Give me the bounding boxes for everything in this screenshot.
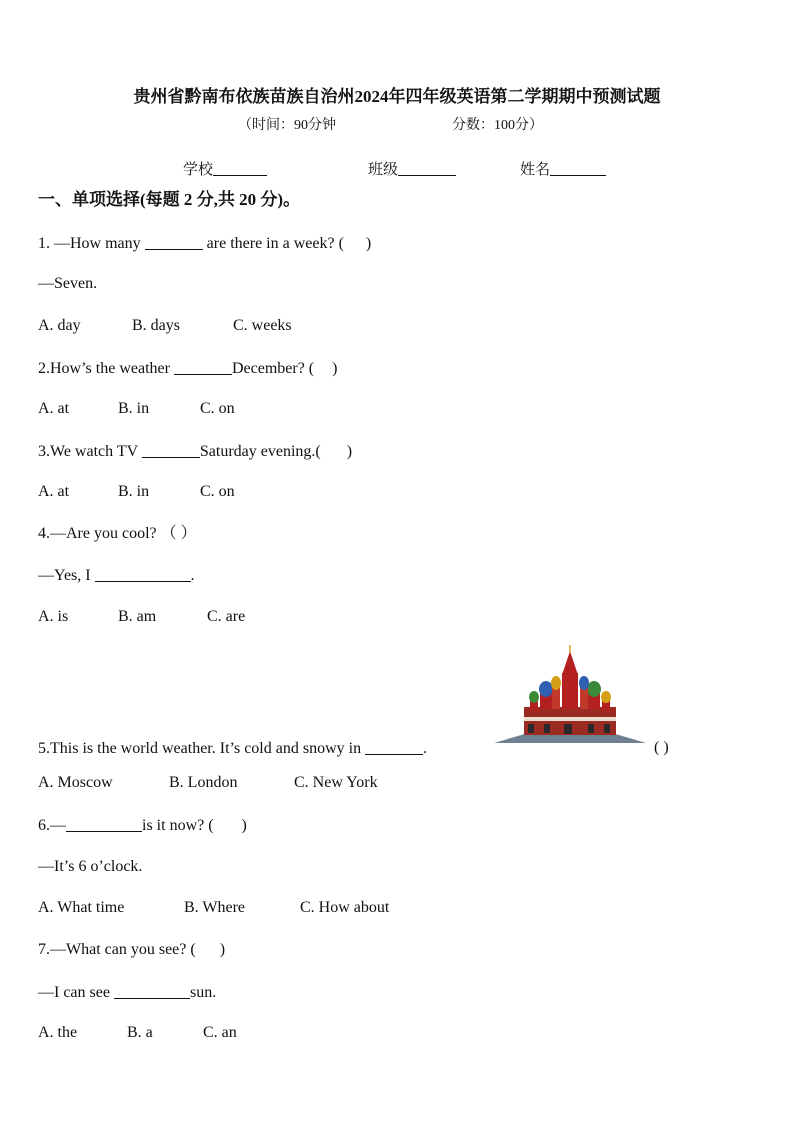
question-3-option-c[interactable]: C. on (200, 483, 235, 500)
question-2-text: 2.How’s the weather (38, 360, 170, 377)
question-7-reply-text: —I can see (38, 984, 110, 1001)
question-1-text-end: are there in a week? ( (206, 235, 344, 252)
question-3-blank[interactable] (142, 443, 200, 458)
question-1-blank[interactable] (145, 235, 203, 250)
question-3-option-b[interactable]: B. in (118, 483, 150, 500)
question-5-option-b[interactable]: B. London (169, 774, 238, 791)
class-blank[interactable] (398, 161, 456, 176)
section-heading: 一、单项选择(每题 2 分,共 20 分)。 (38, 190, 301, 209)
question-2-text-end: December? ( (231, 360, 315, 377)
question-5 (38, 740, 427, 757)
question-5-paren: ( ) (654, 739, 669, 756)
question-1 (38, 235, 371, 252)
question-6-option-c[interactable]: C. How about (300, 899, 390, 916)
question-4-text: 4.—Are you cool? (38, 525, 157, 542)
question-6-blank[interactable] (66, 817, 142, 832)
question-3-paren-close: ) (346, 443, 353, 460)
question-1-option-b[interactable]: B. days (132, 317, 180, 334)
question-7 (38, 942, 225, 958)
question-2-option-b[interactable]: B. in (118, 400, 150, 417)
question-4-reply-end: . (190, 567, 195, 584)
question-7-text: 7.—What can you see? ( (38, 941, 196, 958)
question-6-paren-close: ) (241, 817, 247, 834)
question-2-option-c[interactable]: C. on (200, 400, 235, 417)
school-label: 学校 (183, 162, 214, 178)
question-3-text-end: Saturday evening.( (199, 443, 321, 460)
exam-time: （时间：90分钟 (238, 118, 336, 133)
school-field[interactable] (183, 161, 267, 178)
question-7-option-c[interactable]: C. an (203, 1024, 237, 1041)
class-field[interactable] (368, 161, 456, 178)
question-7-reply (38, 984, 216, 1001)
question-3-text: 3.We watch TV (38, 443, 138, 460)
question-2 (38, 360, 337, 377)
name-label: 姓名 (520, 162, 551, 178)
question-2-blank[interactable] (174, 360, 232, 375)
name-blank[interactable] (550, 161, 606, 176)
class-label: 班级 (368, 162, 399, 178)
question-7-reply-end: sun. (189, 984, 217, 1001)
question-3-option-a[interactable]: A. at (38, 483, 70, 500)
question-1-option-a[interactable]: A. day (38, 317, 81, 334)
question-4 (38, 526, 197, 542)
cathedral-icon (494, 645, 646, 745)
page-title: 贵州省黔南布依族苗族自治州2024年四年级英语第二学期期中预测试题 (133, 87, 661, 106)
question-6-text-end: is it now? ( (142, 817, 214, 834)
question-4-blank[interactable] (95, 567, 191, 582)
question-1-text: 1. —How many (38, 235, 141, 252)
question-6-text: 6.— (38, 817, 66, 834)
question-1-reply: —Seven. (38, 275, 98, 292)
question-4-paren: （ ） (160, 525, 197, 542)
question-5-text-end: . (423, 740, 428, 757)
question-7-option-a[interactable]: A. the (38, 1024, 78, 1041)
question-4-reply (38, 567, 195, 584)
question-7-blank[interactable] (114, 984, 190, 999)
question-7-paren-close: ) (219, 941, 226, 958)
question-6-reply: —It’s 6 o’clock. (38, 858, 143, 875)
school-blank[interactable] (213, 161, 267, 176)
question-5-text: 5.This is the world weather. It’s cold and snowy in (38, 740, 362, 757)
question-6-option-b[interactable]: B. Where (184, 899, 246, 916)
question-2-option-a[interactable]: A. at (38, 400, 70, 417)
question-1-option-c[interactable]: C. weeks (233, 317, 292, 334)
question-5-option-a[interactable]: A. Moscow (38, 774, 113, 791)
question-6 (38, 817, 247, 834)
question-4-option-a[interactable]: A. is (38, 608, 69, 625)
question-7-option-b[interactable]: B. a (127, 1024, 153, 1041)
exam-score: 分数：100分） (452, 118, 543, 133)
question-5-option-c[interactable]: C. New York (294, 774, 378, 791)
question-4-reply-text: —Yes, I (38, 567, 91, 584)
question-2-paren-close: ) (332, 360, 338, 377)
question-3 (38, 443, 352, 460)
question-4-option-c[interactable]: C. are (207, 608, 246, 625)
question-6-option-a[interactable]: A. What time (38, 899, 125, 916)
question-4-option-b[interactable]: B. am (118, 608, 157, 625)
name-field[interactable] (520, 161, 606, 178)
question-5-blank[interactable] (365, 740, 423, 755)
question-1-paren-close: ) (365, 235, 372, 252)
